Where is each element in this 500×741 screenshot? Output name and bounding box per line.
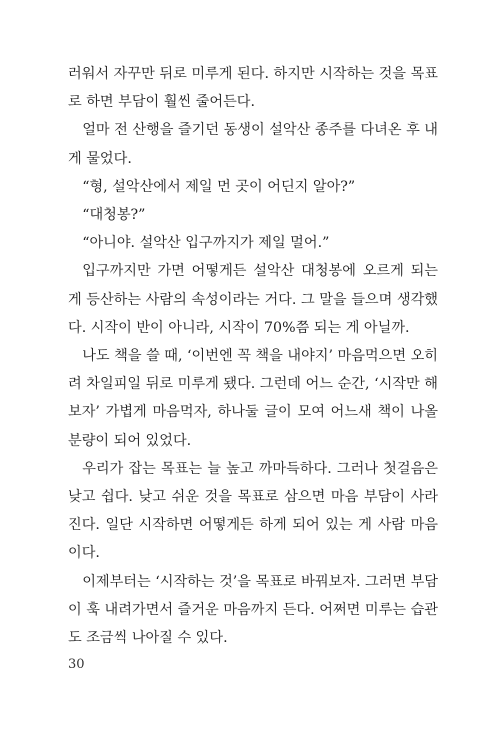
paragraph-4: “대청봉?” <box>82 207 146 224</box>
paragraph-7: 나도 책을 쓸 때, ‘이번엔 꼭 책을 내야지’ 마음먹으면 오히려 차일피일 뒤로 미루게 됐다. 그런데 어느 순간, ‘시작만 해보자’ 가볍게 마음먹자, 하나둘 글이 모여 어느새 책이 나올 분량이 되어 있었다. <box>68 348 438 449</box>
body-text <box>68 60 438 652</box>
paragraph-6: 입구까지만 가면 어떻게든 설악산 대청봉에 오르게 되는 게 등산하는 사람의 속성이라는 거다. 그 말을 들으며 생각했다. 시작이 반이 아니라, 시작이 70%쯤 되는 게 아닐까. <box>68 263 438 336</box>
paragraph-8: 우리가 잡는 목표는 늘 높고 까마득하다. 그러나 첫걸음은 낮고 쉽다. 낮고 쉬운 것을 목표로 삼으면 마음 부담이 사라진다. 일단 시작하면 어떻게든 하게 되어 있는 게 사람 마음이다. <box>68 460 438 562</box>
paragraph-9: 이제부터는 ‘시작하는 것’을 목표로 바꿔보자. 그러면 부담이 훅 내려가면서 즐거운 마음까지 든다. 어쩌면 미루는 습관도 조금씩 나아질 수 있다. <box>68 573 438 647</box>
page-number: 30 <box>68 657 85 672</box>
paragraph-5: “아니야. 설악산 입구까지가 제일 멀어.” <box>82 235 330 252</box>
paragraph-3: “형, 설악산에서 제일 먼 곳이 어딘지 알아?” <box>82 178 356 195</box>
paragraph-1: 러워서 자꾸만 뒤로 미루게 된다. 하지만 시작하는 것을 목표로 하면 부담이 훨씬 줄어든다. <box>68 66 438 111</box>
paragraph-2: 얼마 전 산행을 즐기던 동생이 설악산 종주를 다녀온 후 내게 물었다. <box>68 122 438 167</box>
